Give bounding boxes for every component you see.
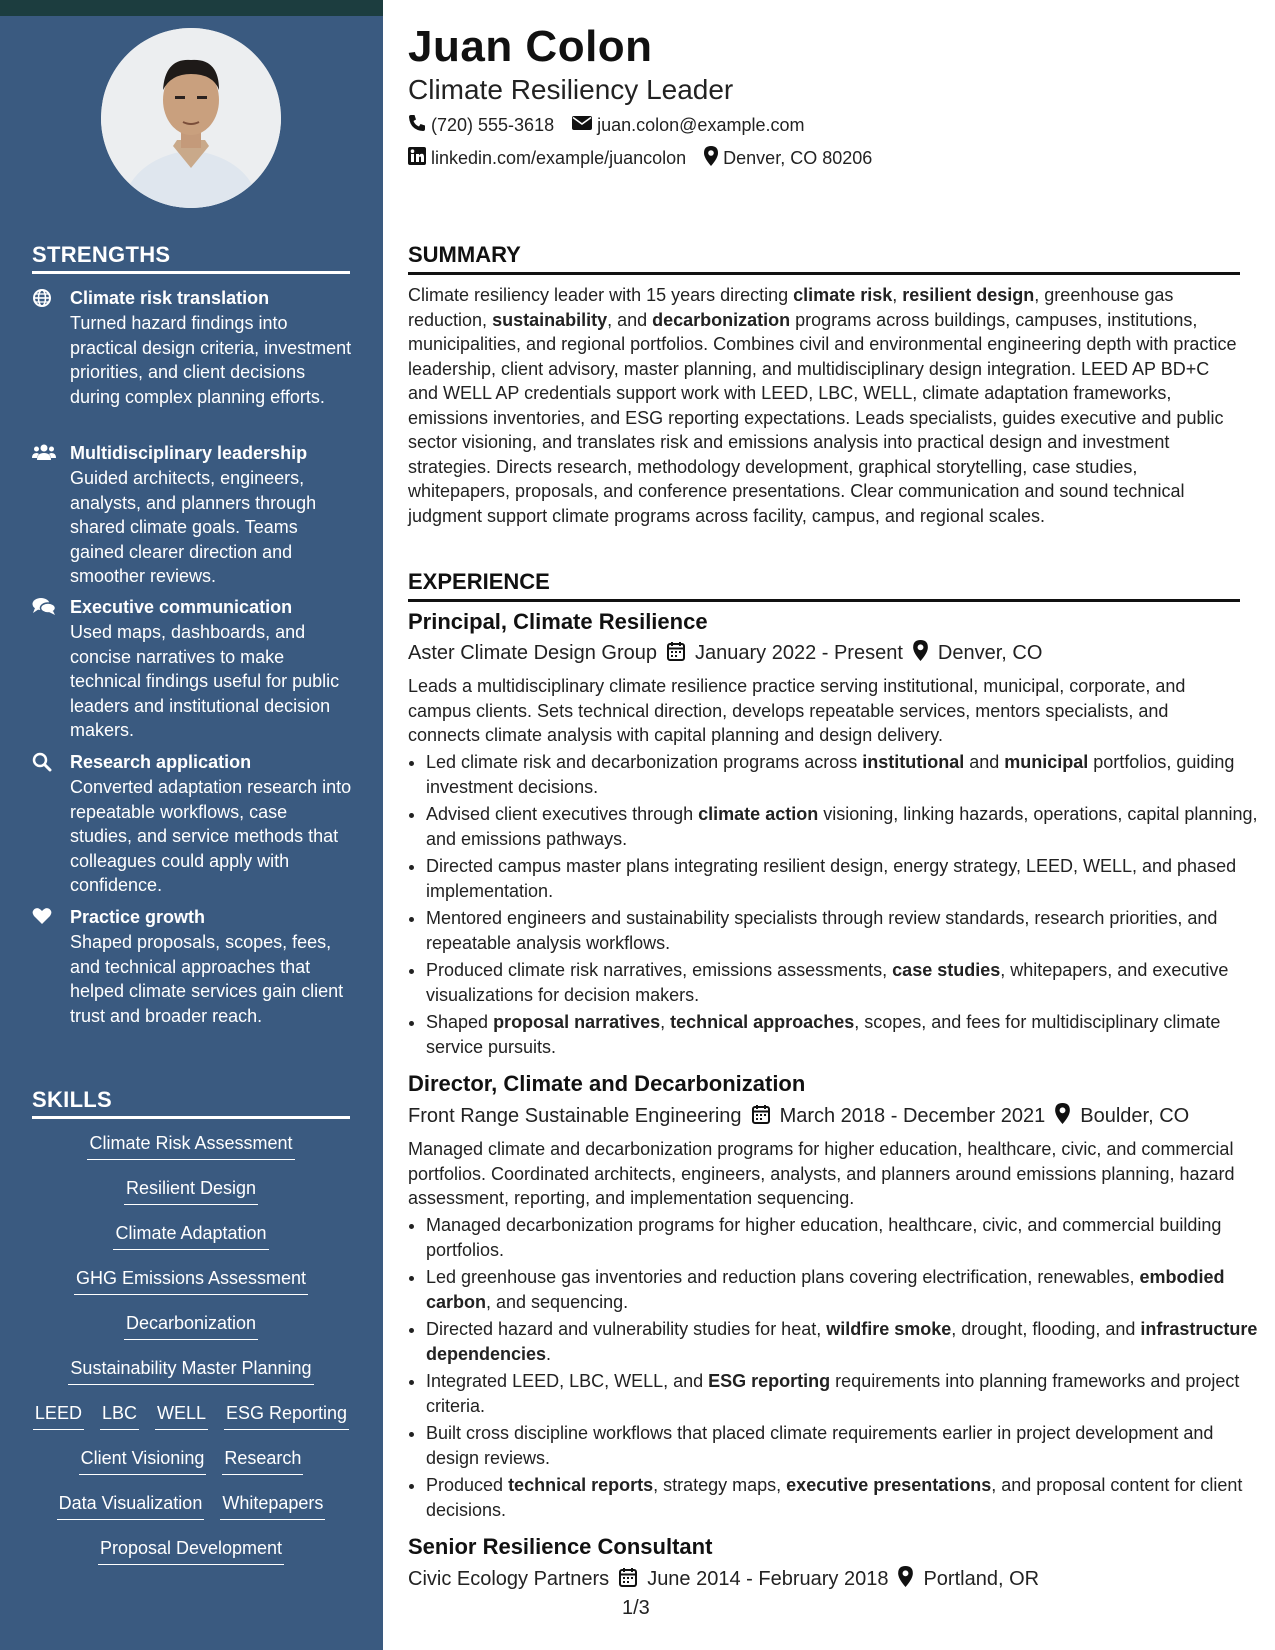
skills-heading: SKILLS [32, 1087, 350, 1119]
location-pin-icon [913, 640, 928, 667]
strength-description: Guided architects, engineers, analysts, and planners through shared climate goals. Teams gained clearer direction and smoother reviews. [70, 468, 317, 586]
strength-title: Practice growth [70, 907, 206, 927]
skills-list [32, 1132, 350, 1582]
skill-tag: Decarbonization [124, 1312, 258, 1340]
skill-tag: Proposal Development [98, 1537, 284, 1565]
job-bullet: • Managed decarbonization programs for higher education, healthcare, civic, and commercial building portfolios. [426, 1213, 1258, 1262]
strength-title: Executive communication [70, 597, 293, 617]
strength-title: Research application [70, 752, 252, 772]
users-icon [32, 443, 56, 463]
experience-heading: EXPERIENCE [408, 569, 1240, 602]
job-bullet: • Mentored engineers and sustainability specialists through review standards, research priorities, and repeatable analysis workflows. [426, 906, 1258, 955]
skill-tag: WELL [155, 1402, 208, 1430]
job-description: Managed climate and decarbonization programs for higher education, healthcare, civic, and commercial portfolios. Coordinated architects, engineers, analysts, and planners around emissions planning, hazard assessment, reporting, and implementation sequencing. [408, 1139, 1235, 1208]
skill-tag: ESG Reporting [224, 1402, 349, 1430]
skill-tag: Climate Adaptation [113, 1222, 268, 1250]
linkedin-icon [408, 147, 426, 170]
skill-tag: Data Visualization [57, 1492, 205, 1520]
page-number: 1/3 [622, 1597, 650, 1619]
job-title: Senior Resilience Consultant [408, 1534, 713, 1559]
skill-tag: Client Visioning [79, 1447, 207, 1475]
skill-tag: Research [222, 1447, 303, 1475]
email-icon [572, 115, 592, 136]
contact-row [408, 146, 872, 171]
phone-link[interactable]: (720) 555-3618 [431, 115, 555, 135]
calendar-icon [752, 1104, 770, 1130]
candidate-name: Juan Colon [408, 22, 653, 71]
chat-icon [32, 597, 56, 617]
location-text: Denver, CO 80206 [723, 148, 873, 168]
profile-photo [101, 28, 281, 208]
job-bullet: • Shaped proposal narratives, technical approaches, scopes, and fees for multidisciplinary climate service pursuits. [426, 1010, 1258, 1059]
job-location: Denver, CO [937, 642, 1043, 664]
job-company: Aster Climate Design Group [408, 642, 657, 664]
job-bullet: • Produced technical reports, strategy maps, executive presentations, and proposal content for client decisions. [426, 1473, 1258, 1522]
linkedin-link[interactable]: linkedin.com/example/juancolon [431, 148, 687, 168]
candidate-role: Climate Resiliency Leader [408, 74, 734, 105]
strengths-heading: STRENGTHS [32, 242, 350, 274]
heart-icon [32, 907, 56, 927]
job-dates: March 2018 - December 2021 [779, 1105, 1046, 1127]
contact-row [408, 114, 804, 137]
location-pin-icon [898, 1566, 913, 1593]
summary-heading: SUMMARY [408, 242, 1240, 275]
strength-description: Shaped proposals, scopes, fees, and technical approaches that helped climate services gain client trust and broader reach. [70, 932, 344, 1026]
job-bullet: • Led greenhouse gas inventories and reduction plans covering electrification, renewables, embodied carbon, and sequencing. [426, 1265, 1258, 1314]
calendar-icon [619, 1567, 637, 1593]
skill-tag: Resilient Design [124, 1177, 258, 1205]
job-bullet: • Directed hazard and vulnerability studies for heat, wildfire smoke, drought, flooding, and infrastructure dependencies. [426, 1317, 1258, 1366]
location-pin-icon [1055, 1103, 1070, 1130]
job-bullet: • Built cross discipline workflows that placed climate requirements earlier in project development and design reviews. [426, 1421, 1258, 1470]
strength-description: Turned hazard findings into practical design criteria, investment priorities, and client decisions during complex planning efforts. [70, 313, 352, 407]
job-bullet: • Produced climate risk narratives, emissions assessments, case studies, whitepapers, and executive visualizations for decision makers. [426, 958, 1258, 1007]
summary-text: Climate resiliency leader with 15 years directing climate risk, resilient design, greenhouse gas reduction, sustainability, and decarbonization programs across buildings, campuses, institutions, municipalities, and regional portfolios. Combines civil and environmental engineering depth with practice leadership, client advisory, master planning, and multidisciplinary design integration. LEED AP BD+C and WELL AP credentials support work with LEED, LBC, WELL, climate adaptation frameworks, emissions inventories, and ESG reporting expectations. Leads specialists, guides executive and public sector visioning, and translates risk and emissions analysis into practical design and investment strategies. Directs research, methodology development, graphical storytelling, case studies, whitepapers, proposals, and conference presentations. Clear communication and sound technical judgment support climate programs across facility, campus, and regional scales. [408, 285, 1237, 526]
job-company: Civic Ecology Partners [408, 1568, 610, 1590]
job-bullets [408, 750, 1258, 1062]
job-meta [408, 640, 1042, 667]
job-bullet: • Advised client executives through climate action visioning, linking hazards, operations, capital planning, and emissions pathways. [426, 802, 1258, 851]
sidebar-top-band [0, 0, 383, 16]
skill-tag: Sustainability Master Planning [68, 1357, 313, 1385]
strength-title: Multidisciplinary leadership [70, 443, 308, 463]
location-pin-icon [704, 146, 718, 171]
strength-title: Climate risk translation [70, 288, 270, 308]
email-link[interactable]: juan.colon@example.com [597, 115, 805, 135]
skill-tag: LBC [100, 1402, 139, 1430]
calendar-icon [667, 641, 685, 667]
strength-description: Converted adaptation research into repeatable workflows, case studies, and service methods that colleagues could apply with confidence. [70, 777, 352, 895]
job-location: Boulder, CO [1080, 1105, 1190, 1127]
skill-tag: Climate Risk Assessment [87, 1132, 294, 1160]
job-bullet: • Led climate risk and decarbonization programs across institutional and municipal portfolios, guiding investment decisions. [426, 750, 1258, 799]
job-meta [408, 1566, 1039, 1593]
job-bullet: • Directed campus master plans integrating resilient design, energy strategy, LEED, WELL, and phased implementation. [426, 854, 1258, 903]
globe-icon [32, 288, 56, 308]
phone-icon [408, 114, 426, 137]
job-title: Principal, Climate Resilience [408, 609, 708, 634]
strength-description: Used maps, dashboards, and concise narratives to make technical findings useful for public leaders and institutional decision makers. [70, 622, 340, 740]
job-company: Front Range Sustainable Engineering [408, 1105, 742, 1127]
job-bullet: • Integrated LEED, LBC, WELL, and ESG reporting requirements into planning frameworks and project criteria. [426, 1369, 1258, 1418]
job-title: Director, Climate and Decarbonization [408, 1071, 806, 1096]
job-meta [408, 1103, 1189, 1130]
job-dates: January 2022 - Present [694, 642, 903, 664]
skill-tag: LEED [33, 1402, 84, 1430]
search-icon [32, 752, 56, 772]
job-bullets [408, 1213, 1258, 1525]
skill-tag: GHG Emissions Assessment [74, 1267, 308, 1295]
job-description: Leads a multidisciplinary climate resilience practice serving institutional, municipal, corporate, and campus clients. Sets technical direction, develops repeatable services, mentors specialists, and connects climate analysis with capital planning and design delivery. [408, 676, 1186, 745]
skill-tag: Whitepapers [220, 1492, 325, 1520]
job-location: Portland, OR [923, 1568, 1040, 1590]
sidebar [0, 0, 383, 1650]
job-dates: June 2014 - February 2018 [647, 1568, 889, 1590]
